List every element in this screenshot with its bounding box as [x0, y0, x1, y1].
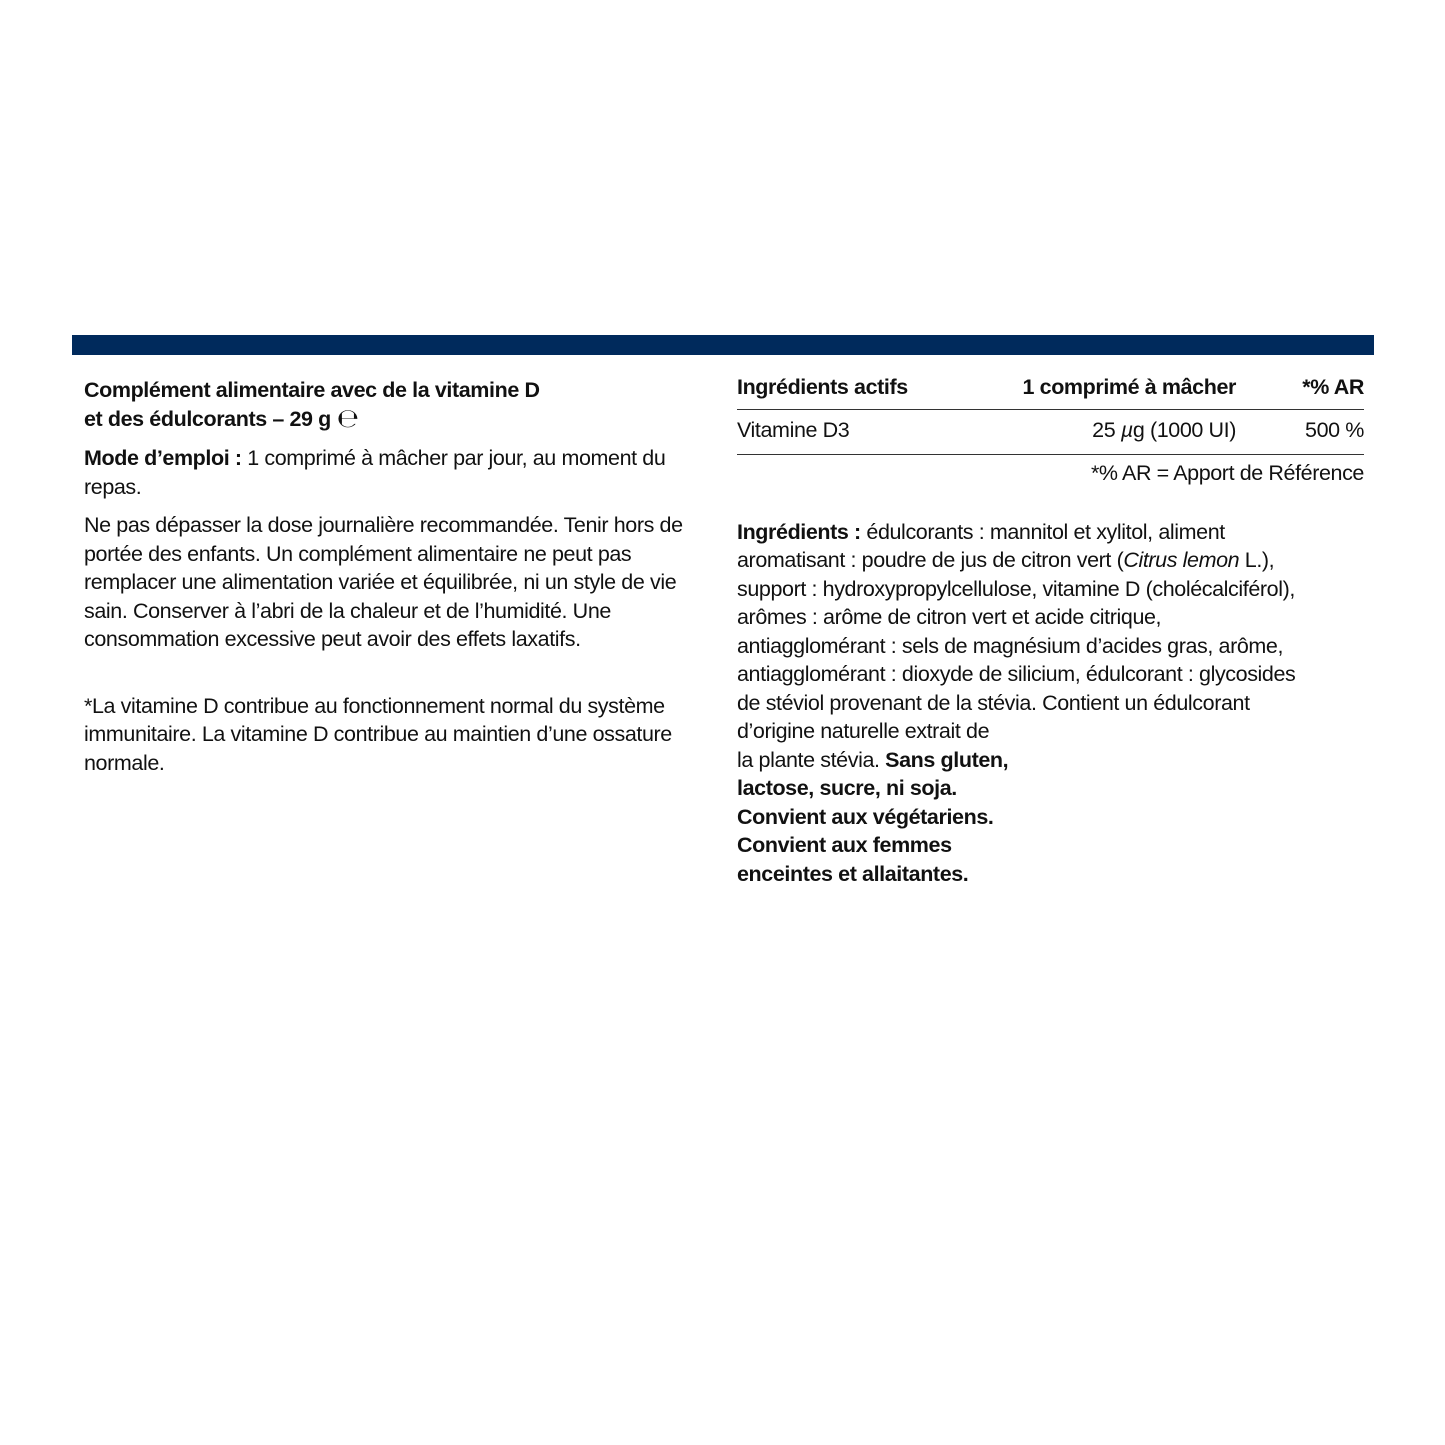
ingredient-amount: 25 µg (1000 UI)	[959, 410, 1236, 455]
health-claim: *La vitamine D contribue au fonctionnement normal du système immunitaire. La vitamine D contribue au maintien d’une ossature normale.	[84, 693, 672, 775]
title-line-2: et des édulcorants – 29 g ℮	[84, 404, 359, 434]
allergen-statement: Sans gluten, lactose, sucre, ni soja. Convient aux végétariens. Convient aux femmes enceintes et allaitantes.	[737, 747, 1009, 886]
table-row	[737, 410, 1364, 455]
ingredient-name: Vitamine D3	[737, 410, 959, 455]
active-ingredients-table	[737, 372, 1364, 455]
latin-name: Citrus lemon	[1123, 548, 1240, 572]
table-header-row	[737, 372, 1364, 410]
usage-label: Mode d’emploi :	[84, 446, 242, 470]
left-column	[84, 376, 724, 777]
usage-instructions	[84, 444, 724, 501]
table-footnote: *% AR = Apport de Référence	[1090, 461, 1364, 485]
title-line-1: Complément alimentaire avec de la vitamine D	[84, 378, 540, 402]
product-title	[84, 376, 724, 434]
header-ingredients: Ingrédients actifs	[737, 372, 959, 410]
right-column	[737, 372, 1364, 888]
header-band	[72, 335, 1374, 355]
header-per-tablet: 1 comprimé à mâcher	[959, 372, 1236, 410]
ingredients-label: Ingrédients :	[737, 519, 861, 544]
warning-text: Ne pas dépasser la dose journalière recommandée. Tenir hors de portée des enfants. Un complément alimentaire ne peut pas remplacer une alimentation variée et équilibrée, ni un style de vie sain. Conserver à l’abri de la chaleur et de l’humidité. Une consommation excessive peut avoir des effets laxatifs.	[84, 513, 683, 651]
ingredients-list: Ingrédients : édulcorants : mannitol et xylitol, aliment aromatisant : poudre de jus de citron vert (Citrus lemon L.), support : hydroxypropylcellulose, vitamine D (cholécalciférol), arômes : arôme de citron vert et acide citrique, antiagglomérant : sels de magnésium d’acides gras, arôme, antiagglomérant : dioxyde de silicium, édulcorant : glycosides de stéviol provenant de la stévia. Contient un édulcorant d’origine naturelle extrait de la plante stévia. Sans gluten, lactose, sucre, ni soja. Convient aux végétariens. Convient aux femmes enceintes et allaitantes.	[737, 519, 1296, 886]
usage-text: 1 comprimé à mâcher par jour, au moment du repas.	[84, 446, 666, 499]
estimate-sign-icon: ℮	[336, 404, 359, 434]
ingredient-ar: 500 %	[1236, 410, 1364, 455]
header-ar: *% AR	[1236, 372, 1364, 410]
